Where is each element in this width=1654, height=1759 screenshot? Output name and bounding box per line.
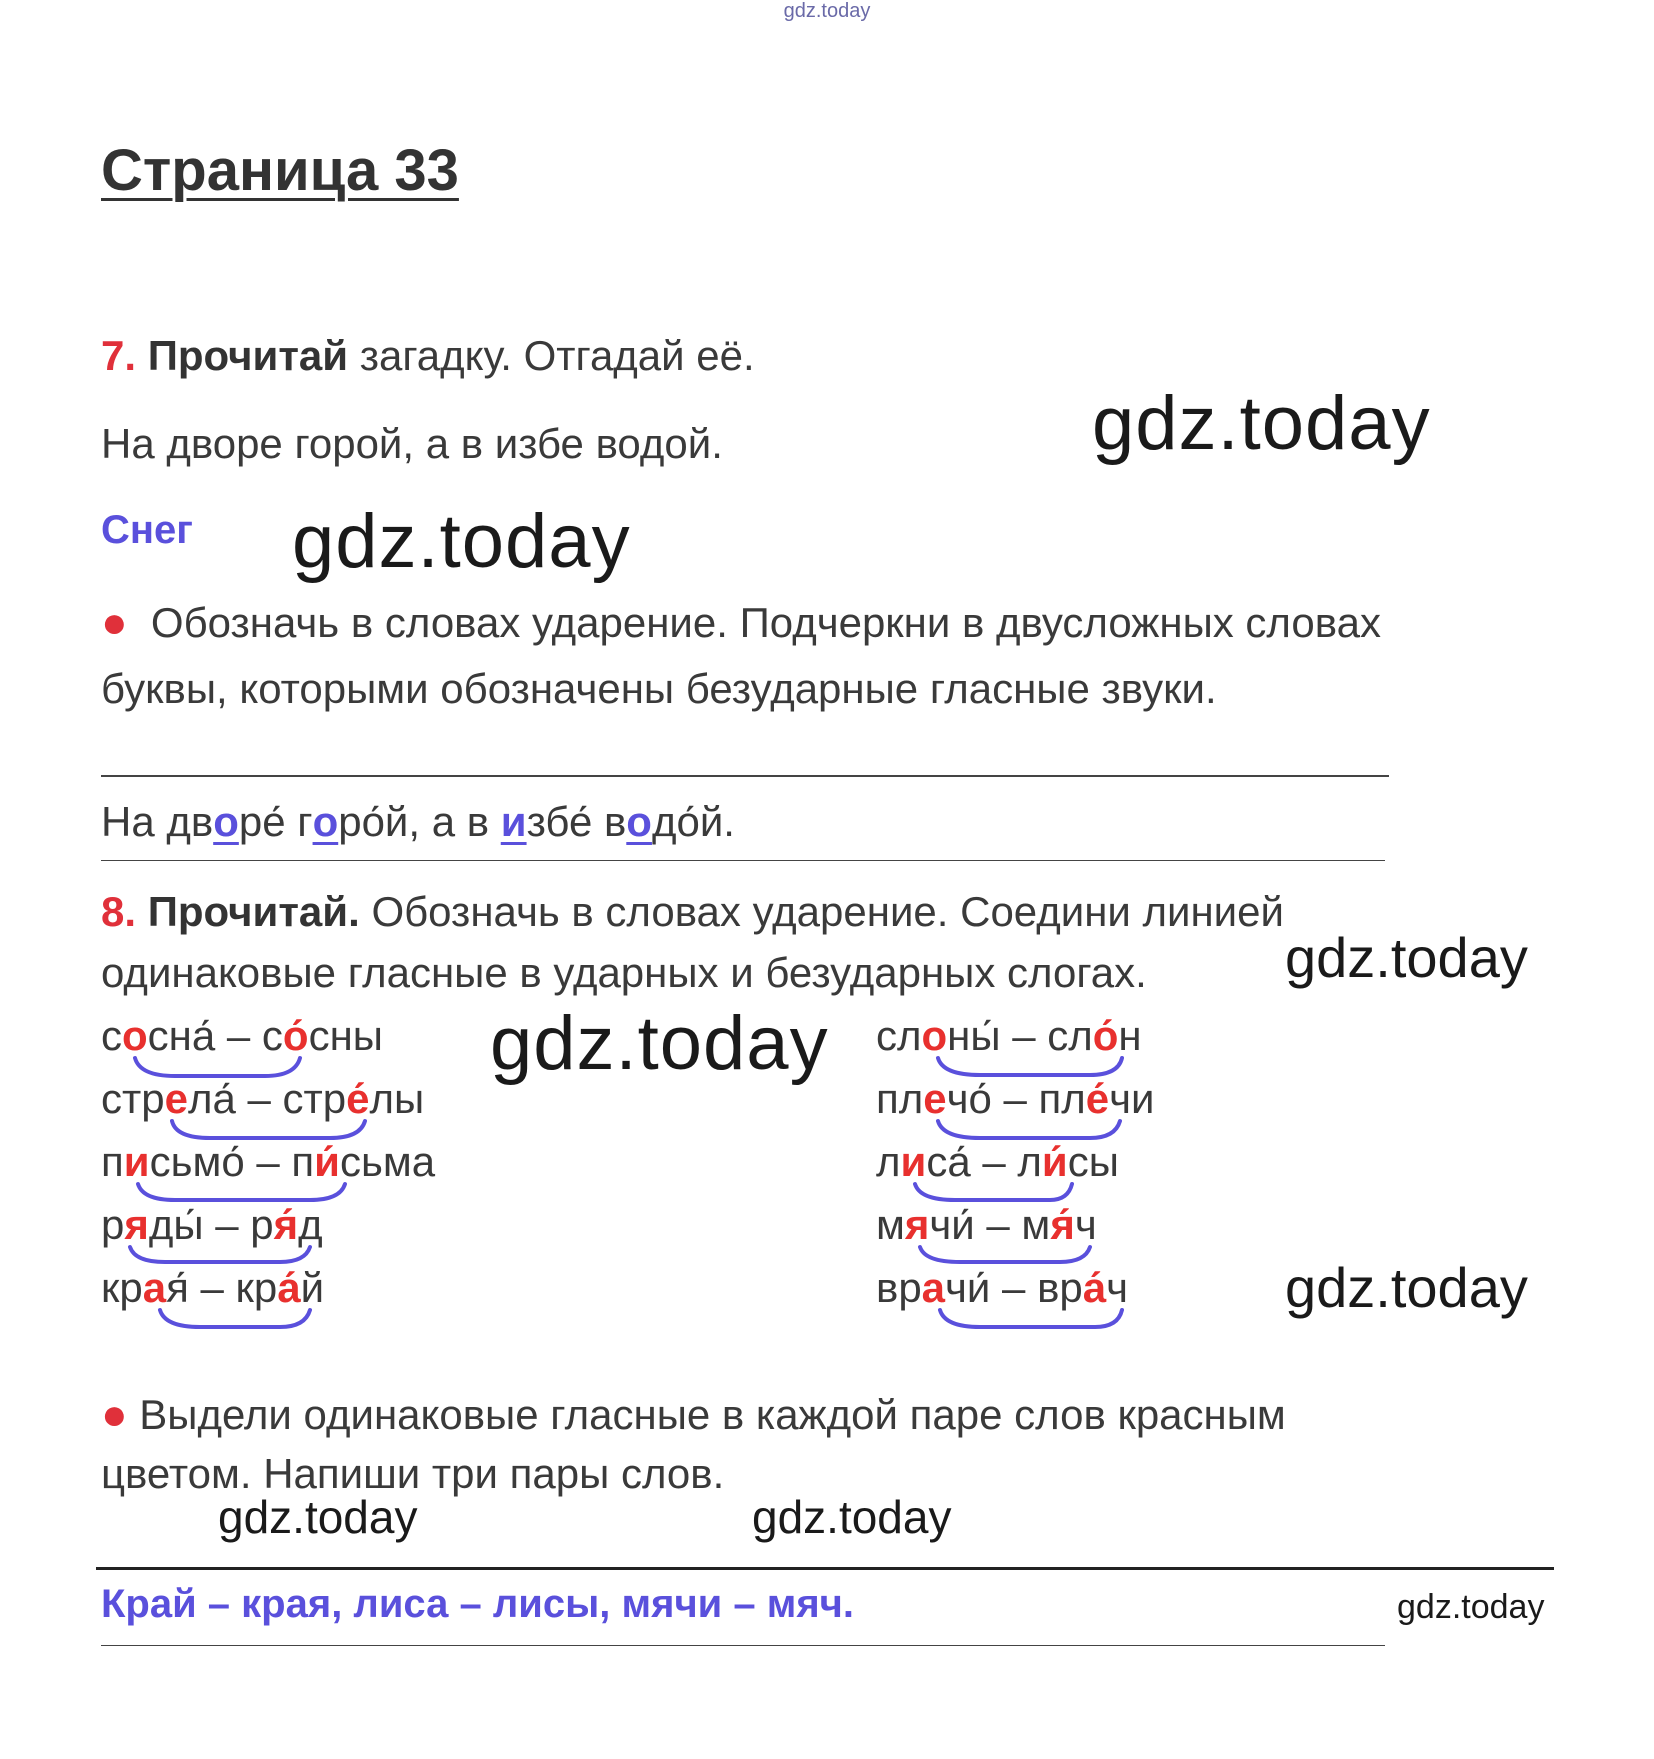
ex7-answer-sentence: На дворе́ горо́й, а в избе́ водо́й. — [101, 798, 735, 845]
ex8-number: 8. — [101, 888, 137, 935]
bullet-icon: ● — [101, 598, 128, 647]
connector-arc — [938, 1121, 1120, 1138]
ex8-bold: Прочитай. — [147, 888, 360, 935]
answer-line — [101, 1645, 1385, 1646]
ex7-number: 7. — [101, 332, 137, 379]
word-pair: слоны́ – сло́н — [876, 1012, 1142, 1059]
ex7-riddle: На дворе горой, а в избе водой. — [101, 420, 723, 467]
watermark-7: gdz.today — [752, 1491, 952, 1543]
ex7-task-line2: буквы, которыми обозначены безударные гласные звуки. — [101, 665, 1217, 712]
connector-arc — [920, 1247, 1090, 1262]
top-watermark: gdz.today — [783, 0, 871, 22]
connector-arc — [130, 1247, 310, 1262]
word-pair: врачи́ – вра́ч — [876, 1264, 1128, 1311]
ex7-task-text1: Обозначь в словах ударение. Подчеркни в двусложных словах — [150, 599, 1381, 646]
ex8-task-line2: цветом. Напиши три пары слов. — [101, 1450, 725, 1497]
bullet-icon: ● — [101, 1390, 128, 1439]
watermark-6: gdz.today — [218, 1491, 418, 1543]
word-pair: стрела́ – стре́лы — [101, 1075, 425, 1122]
ex8-line2: одинаковые гласные в ударных и безударных слогах. — [101, 949, 1147, 996]
ex8-task-line1 — [101, 1390, 1286, 1440]
connector-arc — [172, 1121, 365, 1138]
word-pair: лиса́ – ли́сы — [876, 1138, 1119, 1185]
connector-arc — [138, 1184, 345, 1200]
word-pair: мячи́ – мя́ч — [876, 1201, 1097, 1248]
word-pair: письмо́ – пи́сьма — [101, 1138, 436, 1185]
connector-arc — [915, 1184, 1072, 1200]
watermark-5: gdz.today — [1285, 1256, 1528, 1319]
ex7-answer: Снег — [101, 508, 193, 552]
watermark-2: gdz.today — [292, 499, 631, 584]
connector-arc — [938, 1058, 1122, 1075]
connector-arc — [160, 1310, 310, 1327]
watermark-3: gdz.today — [1285, 926, 1528, 989]
word-pair: сосна́ – со́сны — [101, 1012, 383, 1059]
watermark-8: gdz.today — [1397, 1588, 1545, 1626]
word-pair: плечо́ – пле́чи — [876, 1075, 1155, 1122]
watermark-4: gdz.today — [490, 1001, 829, 1086]
ex8-task-text1: Выдели одинаковые гласные в каждой паре слов красным — [139, 1391, 1286, 1438]
ex8-rest: Обозначь в словах ударение. Соедини линией — [359, 888, 1284, 935]
watermark-1: gdz.today — [1092, 381, 1431, 466]
ex8-answer: Край – края, лиса – лисы, мячи – мяч. — [101, 1582, 854, 1626]
ex7-rest: загадку. Отгадай её. — [348, 332, 755, 379]
connector-arc — [940, 1310, 1122, 1327]
connector-arc — [135, 1058, 300, 1076]
page-title: Страница 33 — [101, 138, 459, 203]
word-pair: края́ – кра́й — [101, 1264, 325, 1311]
word-pair: ряды́ – ря́д — [101, 1201, 323, 1248]
answer-line — [96, 1567, 1554, 1570]
ex7-bold: Прочитай — [147, 332, 349, 379]
